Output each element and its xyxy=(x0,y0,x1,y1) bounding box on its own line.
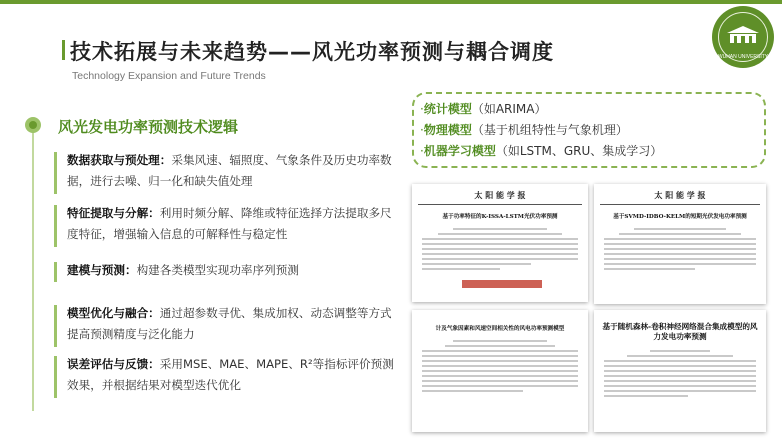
header-rule xyxy=(600,204,760,205)
paper-title: 基于功率特征的K-ISSA-LSTM光伏功率预测 xyxy=(442,214,558,220)
item-marker xyxy=(54,356,57,398)
callout-item xyxy=(420,142,662,159)
paper-thumbnail-4 xyxy=(594,310,766,432)
paper-title: 计及气象因素和风速空间相关性的风电功率预测模型 xyxy=(435,326,565,332)
paper-journal: 太 阳 能 学 报 xyxy=(474,190,526,200)
timeline-bullet-icon xyxy=(25,117,41,133)
item-marker xyxy=(54,152,57,194)
university-logo xyxy=(712,6,774,68)
page-subtitle: Technology Expansion and Future Trends xyxy=(72,70,266,82)
callout-item xyxy=(420,121,628,138)
model-types-callout xyxy=(412,92,766,168)
paper-thumbnail-2 xyxy=(594,184,766,304)
bullet-dot-icon: · xyxy=(420,102,424,116)
logic-item-5 xyxy=(54,354,394,396)
item-label: 误差评估与反馈： xyxy=(67,357,160,371)
callout-text: （基于机组特性与气象机理） xyxy=(471,123,628,137)
paper-thumbnail-1 xyxy=(412,184,588,302)
logic-item-1 xyxy=(54,150,394,192)
logic-item-4 xyxy=(54,303,394,345)
paper-body xyxy=(422,340,578,395)
bullet-dot-icon: · xyxy=(420,144,424,158)
callout-text: （如LSTM、GRU、集成学习） xyxy=(495,144,663,158)
logo-text: WUHAN UNIVERSITY xyxy=(717,54,769,60)
bullet-dot-icon: · xyxy=(420,123,424,137)
paper-body xyxy=(604,228,756,273)
timeline-line xyxy=(32,124,34,411)
item-text: 采集风速、辐照度、气象条件及历史功率数据，进行去噪、归一化和缺失值处理 xyxy=(67,153,392,188)
logic-item-3 xyxy=(54,260,394,281)
item-label: 模型优化与融合： xyxy=(67,306,160,320)
item-text: 通过超参数寻优、集成加权、动态调整等方式提高预测精度与泛化能力 xyxy=(67,306,392,341)
item-label: 建模与预测： xyxy=(67,263,137,277)
paper-body xyxy=(422,228,578,273)
item-marker xyxy=(54,305,57,347)
callout-label: 物理模型 xyxy=(423,123,472,137)
paper-title: 基于随机森林-卷积神经网络混合集成模型的风力发电功率预测 xyxy=(602,322,758,341)
callout-label: 机器学习模型 xyxy=(423,144,496,158)
callout-text: （如ARIMA） xyxy=(471,102,547,116)
item-label: 特征提取与分解： xyxy=(67,206,160,220)
callout-item xyxy=(420,100,547,117)
paper-journal: 太 阳 能 学 报 xyxy=(654,190,706,200)
paper-thumbnail-3 xyxy=(412,310,588,432)
item-text: 采用MSE、MAE、MAPE、R²等指标评价预测效果，并根据结果对模型迭代优化 xyxy=(67,357,394,392)
item-marker xyxy=(54,205,57,247)
callout-label: 统计模型 xyxy=(423,102,472,116)
item-label: 数据获取与预处理： xyxy=(67,153,172,167)
logic-item-2 xyxy=(54,203,394,245)
section-title: 风光发电功率预测技术逻辑 xyxy=(58,118,239,136)
item-marker xyxy=(54,262,57,282)
item-text: 构建各类模型实现功率序列预测 xyxy=(136,263,299,277)
item-text: 利用时频分解、降维或特征选择方法提取多尺度特征，增强输入信息的可解释性与稳定性 xyxy=(67,206,392,241)
building-icon xyxy=(726,26,760,44)
journal-logo xyxy=(462,280,542,288)
paper-body xyxy=(604,350,756,400)
header-rule xyxy=(418,204,582,205)
title-accent-bar xyxy=(62,40,65,60)
top-accent-bar xyxy=(0,0,782,4)
page-title: 技术拓展与未来趋势——风光功率预测与耦合调度 xyxy=(70,40,554,64)
paper-title: 基于SVMD-IDBO-KELM的短期光伏发电功率预测 xyxy=(613,214,747,220)
